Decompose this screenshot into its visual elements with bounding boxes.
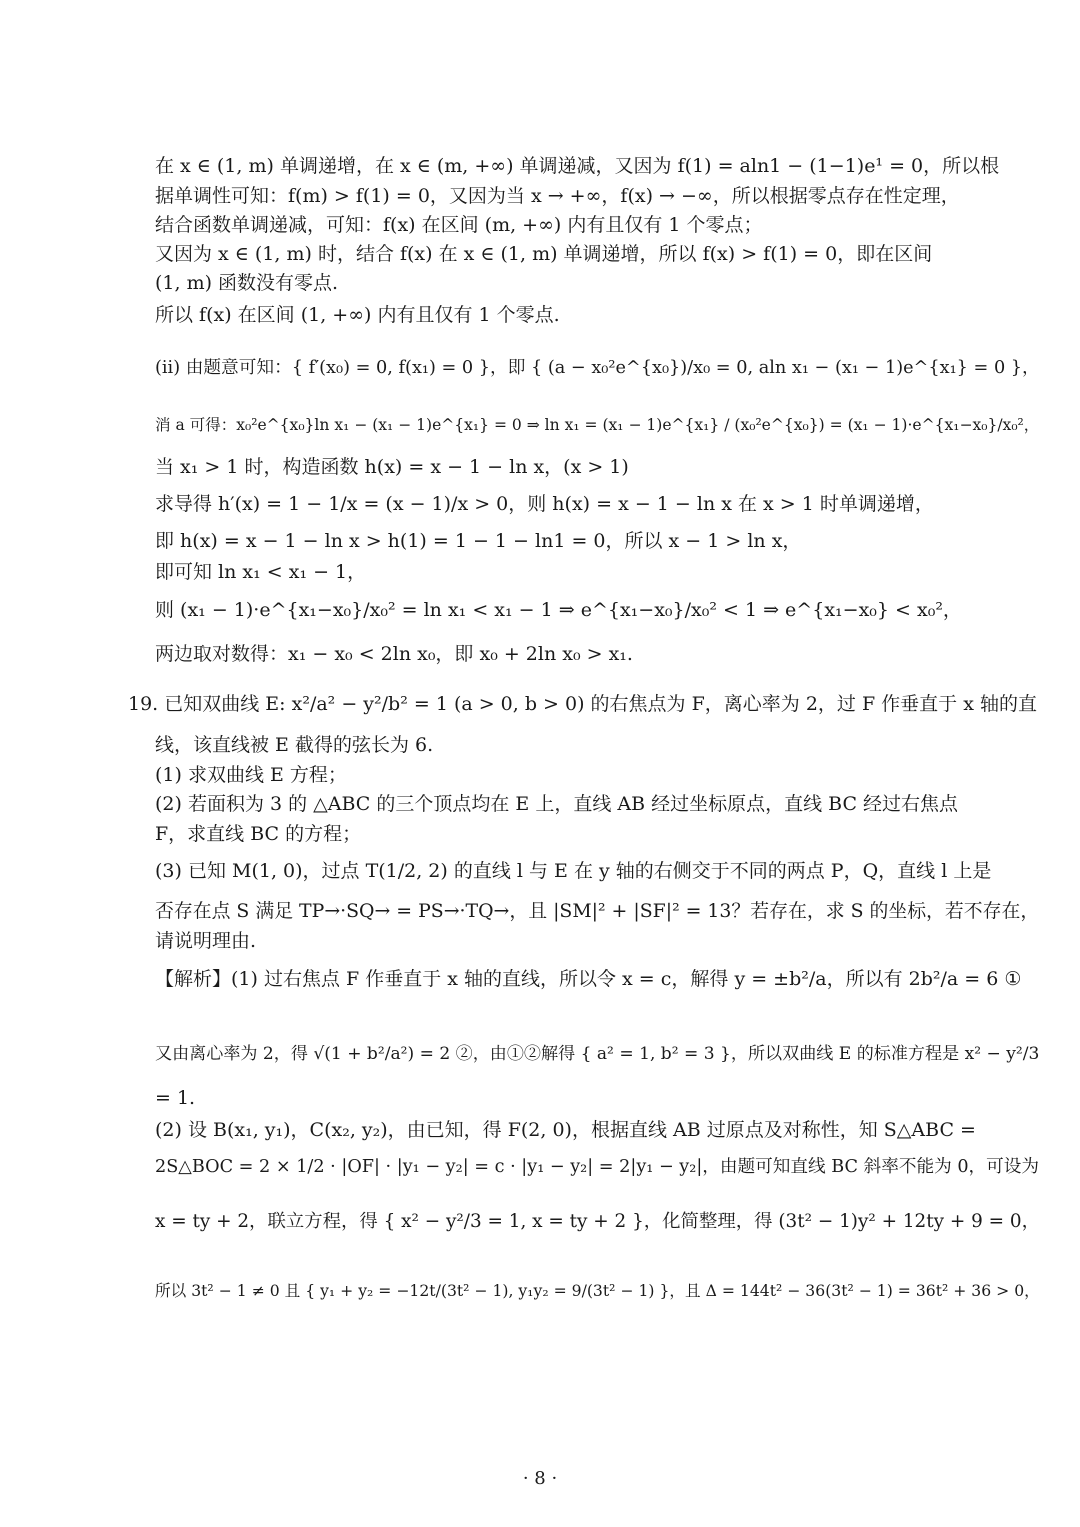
text-line: (1) 求双曲线 E 方程； — [155, 764, 347, 786]
text-line: 所以 f(x) 在区间 (1, +∞) 内有且仅有 1 个零点. — [155, 304, 560, 326]
text-line: 即 h(x) = x − 1 − ln x > h(1) = 1 − 1 − ln1 = 0，所以 x − 1 > ln x， — [155, 530, 802, 552]
text-line: 2S△BOC = 2 × 1/2 · |OF| · |y₁ − y₂| = c · |y₁ − y₂| = 2|y₁ − y₂|，由题可知直线 BC 斜率不能为 0，可设为 — [155, 1157, 1040, 1177]
text-line: 两边取对数得：x₁ − x₀ < 2ln x₀，即 x₀ + 2ln x₀ > x₁. — [155, 643, 633, 665]
text-line: = 1. — [155, 1087, 196, 1109]
text-line: (3) 已知 M(1, 0)，过点 T(1/2, 2) 的直线 l 与 E 在 y 轴的右侧交于不同的两点 P，Q，直线 l 上是 — [155, 860, 992, 882]
text-line: 否存在点 S 满足 TP→·SQ→ = PS→·TQ→，且 |SM|² + |SF|² = 13？若存在，求 S 的坐标，若不存在， — [155, 900, 1040, 922]
text-line: 据单调性可知：f(m) > f(1) = 0，又因为当 x → +∞，f(x) → −∞，所以根据零点存在性定理， — [155, 185, 960, 207]
text-line: 则 (x₁ − 1)·e^{x₁−x₀}/x₀² = ln x₁ < x₁ − 1 ⇒ e^{x₁−x₀}/x₀² < 1 ⇒ e^{x₁−x₀} < x₀²， — [155, 599, 962, 621]
text-line: (1, m) 函数没有零点. — [155, 272, 339, 294]
text-line: 当 x₁ > 1 时，构造函数 h(x) = x − 1 − ln x，(x > 1) — [155, 456, 629, 478]
text-line: 在 x ∈ (1, m) 单调递增，在 x ∈ (m, +∞) 单调递减，又因为 f(1) = aln1 − (1−1)e¹ = 0，所以根 — [155, 155, 1000, 177]
text-line: 消 a 可得：x₀²e^{x₀}ln x₁ − (x₁ − 1)e^{x₁} = 0 ⇒ ln x₁ = (x₁ − 1)e^{x₁} / (x₀²e^{x₀}) = (x₁ − 1)·e^{x₁−x₀}/x₀²， — [155, 416, 1040, 434]
question-19-title: 19. 已知双曲线 E: x²/a² − y²/b² = 1 (a > 0, b > 0) 的右焦点为 F，离心率为 2，过 F 作垂直于 x 轴的直 — [128, 693, 1037, 715]
text-line: 线，该直线被 E 截得的弦长为 6. — [155, 734, 434, 756]
text-line: 结合函数单调递减，可知：f(x) 在区间 (m, +∞) 内有且仅有 1 个零点； — [155, 214, 763, 236]
text-line: 所以 3t² − 1 ≠ 0 且 { y₁ + y₂ = −12t/(3t² − 1), y₁y₂ = 9/(3t² − 1) }，且 Δ = 144t² − 36(3t² − 1) = 36t² + 36 > 0， — [155, 1281, 1040, 1300]
text-line: 请说明理由. — [155, 930, 257, 952]
text-line: (2) 若面积为 3 的 △ABC 的三个顶点均在 E 上，直线 AB 经过坐标原点，直线 BC 经过右焦点 — [155, 793, 959, 815]
text-line: (ii) 由题意可知：{ f′(x₀) = 0, f(x₁) = 0 }，即 { (a − x₀²e^{x₀})/x₀ = 0, aln x₁ − (x₁ − 1)e^{x₁} = 0 }， — [155, 358, 1040, 378]
text-line: 又由离心率为 2，得 √(1 + b²/a²) = 2 ②，由①②解得 { a² = 1, b² = 3 }，所以双曲线 E 的标准方程是 x² − y²/3 — [155, 1044, 1040, 1064]
text-line: x = ty + 2，联立方程，得 { x² − y²/3 = 1, x = ty + 2 }，化简整理，得 (3t² − 1)y² + 12ty + 9 = 0， — [155, 1211, 1041, 1232]
text-line: 又因为 x ∈ (1, m) 时，结合 f(x) 在 x ∈ (1, m) 单调递增，所以 f(x) > f(1) = 0，即在区间 — [155, 243, 933, 265]
text-line: 求导得 h′(x) = 1 − 1/x = (x − 1)/x > 0，则 h(x) = x − 1 − ln x 在 x > 1 时单调递增， — [155, 493, 934, 515]
solution-heading: 【解析】(1) 过右焦点 F 作垂直于 x 轴的直线，所以令 x = c，解得 y = ±b²/a，所以有 2b²/a = 6 ① — [155, 968, 1022, 990]
text-line: 即可知 ln x₁ < x₁ − 1， — [155, 561, 367, 583]
text-line: (2) 设 B(x₁, y₁)，C(x₂, y₂)，由已知，得 F(2, 0)，根据直线 AB 过原点及对称性，知 S△ABC = — [155, 1119, 976, 1141]
text-line: F，求直线 BC 的方程； — [155, 823, 362, 845]
page-number: · 8 · — [522, 1468, 558, 1489]
